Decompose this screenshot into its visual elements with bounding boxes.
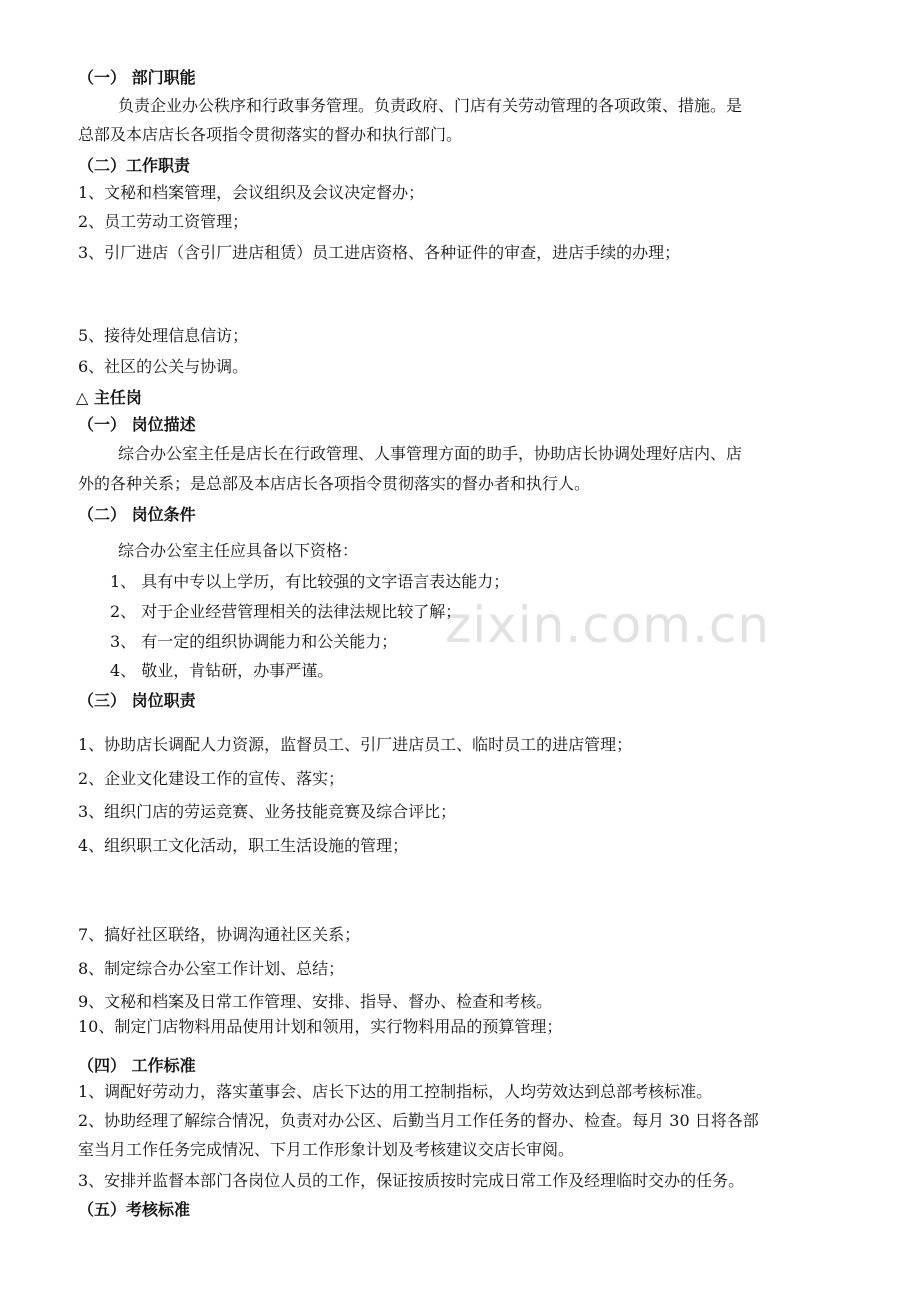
list-item: 6、社区的公关与协调。 [78, 357, 249, 376]
section-heading-post-conditions: （二） 岗位条件 [78, 505, 196, 524]
section-heading-post-description: （一） 岗位描述 [78, 415, 196, 434]
list-item: 2、企业文化建设工作的宣传、落实； [78, 769, 345, 788]
section-heading-assessment-standards: （五）考核标准 [78, 1200, 191, 1219]
paragraph-line: 总部及本店店长各项指令贯彻落实的督办和执行部门。 [78, 125, 463, 144]
list-item: 3、引厂进店（含引厂进店租赁）员工进店资格、各种证件的审查，进店手续的办理； [78, 243, 681, 262]
paragraph-line: 综合办公室主任应具备以下资格： [118, 541, 359, 560]
list-item: 8、制定综合办公室工作计划、总结； [78, 959, 345, 978]
list-item: 4、 敬业，肯钻研，办事严谨。 [110, 661, 334, 680]
section-heading-post-duties: （三） 岗位职责 [78, 691, 196, 710]
list-item: 1、协助店长调配人力资源，监督员工、引厂进店员工、临时员工的进店管理； [78, 735, 633, 754]
paragraph-line: 室当月工作任务完成情况、下月工作形象计划及考核建议交店长审阅。 [78, 1140, 575, 1159]
list-item: 1、 具有中专以上学历，有比较强的文字语言表达能力； [110, 572, 510, 591]
paragraph-line: 综合办公室主任是店长在行政管理、人事管理方面的助手，协助店长协调处理好店内、店 [118, 444, 743, 463]
list-item: 2、协助经理了解综合情况，负责对办公区、后勤当月工作任务的督办、检查。每月 30 日将各部 [78, 1111, 759, 1130]
list-item: 4、组织职工文化活动，职工生活设施的管理； [78, 836, 409, 855]
paragraph-line: 负责企业办公秩序和行政事务管理。负责政府、门店有关劳动管理的各项政策、措施。是 [118, 96, 743, 115]
list-item: 1、调配好劳动力，落实董事会、店长下达的用工控制指标，人均劳效达到总部考核标准。 [78, 1082, 713, 1101]
paragraph-line: 外的各种关系；是总部及本店店长各项指令贯彻落实的督办者和执行人。 [78, 474, 591, 493]
list-item: 3、安排并监督本部门各岗位人员的工作，保证按质按时完成日常工作及经理临时交办的任务。 [78, 1171, 745, 1190]
list-item: 3、 有一定的组织协调能力和公关能力； [110, 632, 398, 651]
list-item: 7、搞好社区联络，协调沟通社区关系； [78, 925, 361, 944]
list-item: 9、文秘和档案及日常工作管理、安排、指导、督办、检查和考核。 [78, 992, 553, 1011]
section-heading-department-function: （一） 部门职能 [78, 68, 196, 87]
section-heading-work-duties: （二）工作职责 [78, 156, 191, 175]
list-item: 5、接待处理信息信访； [78, 326, 249, 345]
list-item: 2、 对于企业经营管理相关的法律法规比较了解； [110, 602, 462, 621]
list-item: 3、组织门店的劳运竞赛、业务技能竞赛及综合评比； [78, 802, 457, 821]
list-item: 2、员工劳动工资管理； [78, 212, 249, 231]
section-heading-work-standards: （四） 工作标准 [78, 1056, 196, 1075]
section-heading-director-post: △ 主任岗 [76, 388, 142, 407]
watermark: zixin.com.cn [445, 596, 771, 654]
list-item: 1、文秘和档案管理，会议组织及会议决定督办； [78, 183, 425, 202]
list-item: 10、制定门店物料用品使用计划和领用，实行物料用品的预算管理； [78, 1017, 563, 1036]
